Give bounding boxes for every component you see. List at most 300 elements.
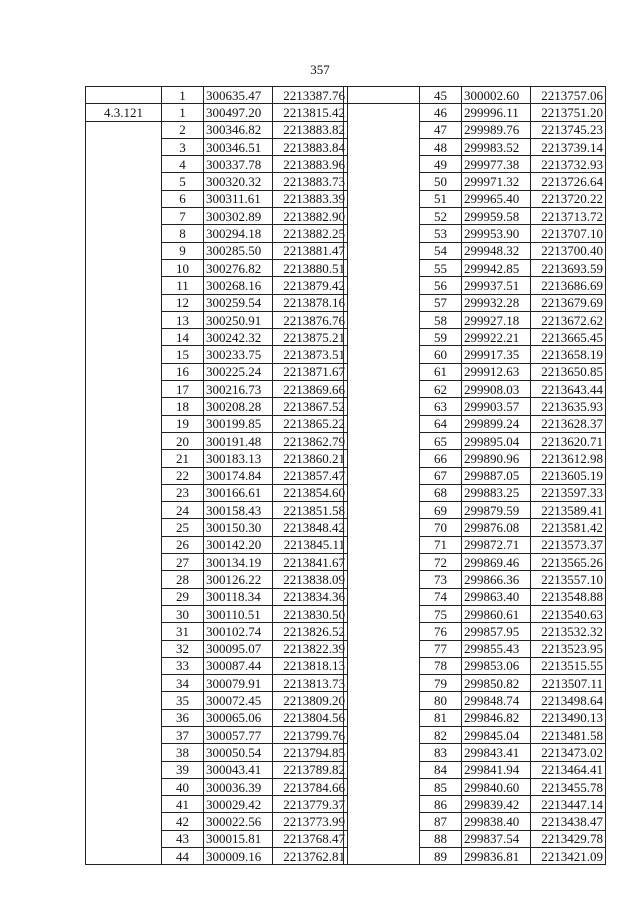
y-coordinate-cell: 2213726.64	[531, 173, 606, 190]
table-row	[344, 190, 606, 207]
y-coordinate-cell: 2213679.69	[531, 294, 606, 311]
point-number-cell: 72	[420, 554, 462, 571]
section-cell	[344, 657, 420, 674]
x-coordinate-cell: 300072.45	[204, 692, 273, 709]
x-coordinate-cell: 299937.51	[462, 277, 531, 294]
y-coordinate-cell: 2213548.88	[531, 588, 606, 605]
table-row	[86, 311, 348, 328]
point-number-cell: 37	[162, 726, 204, 743]
table-row	[86, 363, 348, 380]
x-coordinate-cell: 300134.19	[204, 554, 273, 571]
section-cell	[344, 848, 420, 865]
x-coordinate-cell: 299887.05	[462, 467, 531, 484]
y-coordinate-cell: 2213854.60	[273, 484, 348, 501]
point-number-cell: 69	[420, 502, 462, 519]
table-row	[86, 675, 348, 692]
section-cell	[86, 242, 162, 259]
section-cell	[86, 294, 162, 311]
x-coordinate-cell: 299959.58	[462, 208, 531, 225]
section-cell	[344, 190, 420, 207]
y-coordinate-cell: 2213813.73	[273, 675, 348, 692]
section-cell	[86, 502, 162, 519]
y-coordinate-cell: 2213883.96	[273, 156, 348, 173]
section-cell	[86, 536, 162, 553]
x-coordinate-cell: 299977.38	[462, 156, 531, 173]
table-row	[86, 277, 348, 294]
y-coordinate-cell: 2213876.76	[273, 311, 348, 328]
section-cell	[344, 398, 420, 415]
point-number-cell: 2	[162, 121, 204, 138]
point-number-cell: 14	[162, 329, 204, 346]
point-number-cell: 60	[420, 346, 462, 363]
section-cell	[344, 259, 420, 276]
point-number-cell: 86	[420, 796, 462, 813]
y-coordinate-cell: 2213481.58	[531, 726, 606, 743]
y-coordinate-cell: 2213498.64	[531, 692, 606, 709]
section-cell	[86, 830, 162, 847]
x-coordinate-cell: 299866.36	[462, 571, 531, 588]
x-coordinate-cell: 300050.54	[204, 744, 273, 761]
x-coordinate-cell: 299855.43	[462, 640, 531, 657]
y-coordinate-cell: 2213589.41	[531, 502, 606, 519]
y-coordinate-cell: 2213745.23	[531, 121, 606, 138]
point-number-cell: 61	[420, 363, 462, 380]
x-coordinate-cell: 300311.61	[204, 190, 273, 207]
x-coordinate-cell: 299948.32	[462, 242, 531, 259]
table-row	[86, 502, 348, 519]
section-cell	[344, 830, 420, 847]
y-coordinate-cell: 2213881.47	[273, 242, 348, 259]
table-row	[344, 450, 606, 467]
table-row	[344, 294, 606, 311]
x-coordinate-cell: 300087.44	[204, 657, 273, 674]
x-coordinate-cell: 300126.22	[204, 571, 273, 588]
section-cell	[344, 363, 420, 380]
y-coordinate-cell: 2213557.10	[531, 571, 606, 588]
x-coordinate-cell: 300110.51	[204, 605, 273, 622]
x-coordinate-cell: 299863.40	[462, 588, 531, 605]
section-cell	[86, 363, 162, 380]
point-number-cell: 68	[420, 484, 462, 501]
x-coordinate-cell: 299908.03	[462, 381, 531, 398]
y-coordinate-cell: 2213794.85	[273, 744, 348, 761]
y-coordinate-cell: 2213672.62	[531, 311, 606, 328]
x-coordinate-cell: 299996.11	[462, 104, 531, 121]
y-coordinate-cell: 2213865.22	[273, 415, 348, 432]
point-number-cell: 33	[162, 657, 204, 674]
point-number-cell: 20	[162, 432, 204, 449]
point-number-cell: 78	[420, 657, 462, 674]
y-coordinate-cell: 2213421.09	[531, 848, 606, 865]
section-cell	[344, 536, 420, 553]
y-coordinate-cell: 2213779.37	[273, 796, 348, 813]
x-coordinate-cell: 299942.85	[462, 259, 531, 276]
y-coordinate-cell: 2213773.99	[273, 813, 348, 830]
y-coordinate-cell: 2213523.95	[531, 640, 606, 657]
point-number-cell: 31	[162, 623, 204, 640]
point-number-cell: 17	[162, 381, 204, 398]
x-coordinate-cell: 299837.54	[462, 830, 531, 847]
point-number-cell: 38	[162, 744, 204, 761]
table-row	[86, 484, 348, 501]
y-coordinate-cell: 2213845.11	[273, 536, 348, 553]
table-row	[344, 208, 606, 225]
y-coordinate-cell: 2213473.02	[531, 744, 606, 761]
point-number-cell: 71	[420, 536, 462, 553]
point-number-cell: 49	[420, 156, 462, 173]
x-coordinate-cell: 300150.30	[204, 519, 273, 536]
section-cell	[86, 588, 162, 605]
section-cell	[86, 190, 162, 207]
section-cell	[86, 432, 162, 449]
section-cell	[344, 104, 420, 121]
x-coordinate-cell: 300022.56	[204, 813, 273, 830]
table-row	[344, 536, 606, 553]
section-cell	[344, 502, 420, 519]
point-number-cell: 6	[162, 190, 204, 207]
section-cell	[344, 640, 420, 657]
y-coordinate-cell: 2213809.20	[273, 692, 348, 709]
point-number-cell: 35	[162, 692, 204, 709]
y-coordinate-cell: 2213707.10	[531, 225, 606, 242]
table-row	[86, 536, 348, 553]
x-coordinate-cell: 300036.39	[204, 778, 273, 795]
table-row	[344, 432, 606, 449]
table-row	[344, 588, 606, 605]
table-row	[86, 432, 348, 449]
point-number-cell: 23	[162, 484, 204, 501]
x-coordinate-cell: 299927.18	[462, 311, 531, 328]
x-coordinate-cell: 300166.61	[204, 484, 273, 501]
point-number-cell: 79	[420, 675, 462, 692]
section-cell	[86, 605, 162, 622]
point-number-cell: 4	[162, 156, 204, 173]
table-row	[344, 726, 606, 743]
x-coordinate-cell: 300346.82	[204, 121, 273, 138]
section-cell	[344, 277, 420, 294]
table-row	[86, 104, 348, 121]
section-cell	[344, 346, 420, 363]
section-cell	[86, 467, 162, 484]
table-row	[86, 709, 348, 726]
point-number-cell: 66	[420, 450, 462, 467]
y-coordinate-cell: 2213804.56	[273, 709, 348, 726]
point-number-cell: 41	[162, 796, 204, 813]
table-row	[86, 208, 348, 225]
point-number-cell: 43	[162, 830, 204, 847]
y-coordinate-cell: 2213620.71	[531, 432, 606, 449]
x-coordinate-cell: 299903.57	[462, 398, 531, 415]
x-coordinate-cell: 299872.71	[462, 536, 531, 553]
section-cell	[344, 225, 420, 242]
table-row	[86, 450, 348, 467]
y-coordinate-cell: 2213848.42	[273, 519, 348, 536]
x-coordinate-cell: 300057.77	[204, 726, 273, 743]
x-coordinate-cell: 299899.24	[462, 415, 531, 432]
point-number-cell: 27	[162, 554, 204, 571]
point-number-cell: 22	[162, 467, 204, 484]
section-cell	[86, 554, 162, 571]
y-coordinate-cell: 2213455.78	[531, 778, 606, 795]
table-row	[344, 554, 606, 571]
point-number-cell: 52	[420, 208, 462, 225]
table-row	[86, 726, 348, 743]
y-coordinate-cell: 2213464.41	[531, 761, 606, 778]
table-row	[344, 761, 606, 778]
point-number-cell: 70	[420, 519, 462, 536]
point-number-cell: 19	[162, 415, 204, 432]
point-number-cell: 63	[420, 398, 462, 415]
x-coordinate-cell: 300302.89	[204, 208, 273, 225]
point-number-cell: 21	[162, 450, 204, 467]
table-row	[86, 259, 348, 276]
point-number-cell: 1	[162, 104, 204, 121]
point-number-cell: 15	[162, 346, 204, 363]
table-row	[86, 467, 348, 484]
table-row	[86, 121, 348, 138]
point-number-cell: 67	[420, 467, 462, 484]
x-coordinate-cell: 300285.50	[204, 242, 273, 259]
point-number-cell: 44	[162, 848, 204, 865]
y-coordinate-cell: 2213799.76	[273, 726, 348, 743]
section-cell	[86, 450, 162, 467]
point-number-cell: 75	[420, 605, 462, 622]
table-row	[344, 692, 606, 709]
table-row	[344, 502, 606, 519]
table-row	[344, 242, 606, 259]
x-coordinate-cell: 299841.94	[462, 761, 531, 778]
x-coordinate-cell: 299853.06	[462, 657, 531, 674]
y-coordinate-cell: 2213841.67	[273, 554, 348, 571]
table-row	[86, 294, 348, 311]
x-coordinate-cell: 300346.51	[204, 138, 273, 155]
table-row	[344, 813, 606, 830]
section-cell	[344, 173, 420, 190]
point-number-cell: 16	[162, 363, 204, 380]
section-cell	[344, 692, 420, 709]
table-row	[344, 467, 606, 484]
section-cell	[86, 381, 162, 398]
y-coordinate-cell: 2213762.81	[273, 848, 348, 865]
point-number-cell: 76	[420, 623, 462, 640]
section-cell	[344, 726, 420, 743]
section-cell	[86, 657, 162, 674]
section-cell	[86, 329, 162, 346]
table-row	[344, 225, 606, 242]
section-cell	[344, 208, 420, 225]
point-number-cell: 32	[162, 640, 204, 657]
section-cell	[344, 432, 420, 449]
section-cell	[86, 761, 162, 778]
x-coordinate-cell: 300208.28	[204, 398, 273, 415]
section-cell	[86, 519, 162, 536]
y-coordinate-cell: 2213643.44	[531, 381, 606, 398]
point-number-cell: 80	[420, 692, 462, 709]
section-cell	[344, 311, 420, 328]
table-row	[344, 796, 606, 813]
coordinates-table-left	[85, 86, 348, 865]
table-row	[86, 398, 348, 415]
point-number-cell: 81	[420, 709, 462, 726]
y-coordinate-cell: 2213818.13	[273, 657, 348, 674]
y-coordinate-cell: 2213878.16	[273, 294, 348, 311]
section-cell	[86, 173, 162, 190]
y-coordinate-cell: 2213860.21	[273, 450, 348, 467]
section-cell	[86, 277, 162, 294]
x-coordinate-cell: 299846.82	[462, 709, 531, 726]
x-coordinate-cell: 299953.90	[462, 225, 531, 242]
point-number-cell: 88	[420, 830, 462, 847]
y-coordinate-cell: 2213883.73	[273, 173, 348, 190]
x-coordinate-cell: 300002.60	[462, 87, 531, 104]
point-number-cell: 8	[162, 225, 204, 242]
table-row	[86, 554, 348, 571]
y-coordinate-cell: 2213857.47	[273, 467, 348, 484]
x-coordinate-cell: 299876.08	[462, 519, 531, 536]
y-coordinate-cell: 2213720.22	[531, 190, 606, 207]
point-number-cell: 53	[420, 225, 462, 242]
y-coordinate-cell: 2213871.67	[273, 363, 348, 380]
table-row	[344, 571, 606, 588]
section-cell	[86, 87, 162, 104]
y-coordinate-cell: 2213732.93	[531, 156, 606, 173]
y-coordinate-cell: 2213490.13	[531, 709, 606, 726]
y-coordinate-cell: 2213686.69	[531, 277, 606, 294]
point-number-cell: 46	[420, 104, 462, 121]
point-number-cell: 48	[420, 138, 462, 155]
x-coordinate-cell: 300029.42	[204, 796, 273, 813]
point-number-cell: 58	[420, 311, 462, 328]
section-cell	[344, 329, 420, 346]
y-coordinate-cell: 2213834.36	[273, 588, 348, 605]
section-cell	[86, 813, 162, 830]
y-coordinate-cell: 2213882.25	[273, 225, 348, 242]
y-coordinate-cell: 2213581.42	[531, 519, 606, 536]
x-coordinate-cell: 300294.18	[204, 225, 273, 242]
table-row	[344, 398, 606, 415]
x-coordinate-cell: 300095.07	[204, 640, 273, 657]
table-row	[86, 692, 348, 709]
x-coordinate-cell: 299860.61	[462, 605, 531, 622]
section-cell	[86, 709, 162, 726]
page-number: 357	[310, 62, 330, 77]
y-coordinate-cell: 2213739.14	[531, 138, 606, 155]
y-coordinate-cell: 2213822.39	[273, 640, 348, 657]
section-cell	[344, 381, 420, 398]
section-cell	[86, 156, 162, 173]
y-coordinate-cell: 2213883.82	[273, 121, 348, 138]
section-cell	[86, 259, 162, 276]
x-coordinate-cell: 300233.75	[204, 346, 273, 363]
point-number-cell: 18	[162, 398, 204, 415]
x-coordinate-cell: 300158.43	[204, 502, 273, 519]
x-coordinate-cell: 299890.96	[462, 450, 531, 467]
table-row	[86, 571, 348, 588]
table-row	[344, 173, 606, 190]
x-coordinate-cell: 300635.47	[204, 87, 273, 104]
x-coordinate-cell: 300259.54	[204, 294, 273, 311]
point-number-cell: 50	[420, 173, 462, 190]
point-number-cell: 1	[162, 87, 204, 104]
section-cell	[344, 450, 420, 467]
table-row	[86, 415, 348, 432]
point-number-cell: 10	[162, 259, 204, 276]
y-coordinate-cell: 2213540.63	[531, 605, 606, 622]
table-row	[344, 277, 606, 294]
y-coordinate-cell: 2213873.51	[273, 346, 348, 363]
table-row	[86, 640, 348, 657]
table-row	[344, 156, 606, 173]
point-number-cell: 29	[162, 588, 204, 605]
point-number-cell: 83	[420, 744, 462, 761]
table-row	[344, 778, 606, 795]
x-coordinate-cell: 300079.91	[204, 675, 273, 692]
table-row	[86, 761, 348, 778]
y-coordinate-cell: 2213826.52	[273, 623, 348, 640]
point-number-cell: 7	[162, 208, 204, 225]
x-coordinate-cell: 299879.59	[462, 502, 531, 519]
point-number-cell: 74	[420, 588, 462, 605]
table-row	[86, 87, 348, 104]
x-coordinate-cell: 300015.81	[204, 830, 273, 847]
table-row	[86, 623, 348, 640]
y-coordinate-cell: 2213830.50	[273, 605, 348, 622]
y-coordinate-cell: 2213862.79	[273, 432, 348, 449]
x-coordinate-cell: 299922.21	[462, 329, 531, 346]
table-row	[344, 311, 606, 328]
y-coordinate-cell: 2213879.42	[273, 277, 348, 294]
y-coordinate-cell: 2213815.42	[273, 104, 348, 121]
section-cell	[86, 346, 162, 363]
x-coordinate-cell: 299932.28	[462, 294, 531, 311]
section-cell	[344, 675, 420, 692]
x-coordinate-cell: 299983.52	[462, 138, 531, 155]
point-number-cell: 42	[162, 813, 204, 830]
x-coordinate-cell: 300191.48	[204, 432, 273, 449]
y-coordinate-cell: 2213693.59	[531, 259, 606, 276]
y-coordinate-cell: 2213883.39	[273, 190, 348, 207]
table-row	[344, 848, 606, 865]
x-coordinate-cell: 300142.20	[204, 536, 273, 553]
point-number-cell: 89	[420, 848, 462, 865]
section-cell	[344, 484, 420, 501]
section-cell	[344, 813, 420, 830]
y-coordinate-cell: 2213875.21	[273, 329, 348, 346]
x-coordinate-cell: 300065.06	[204, 709, 273, 726]
section-cell	[344, 467, 420, 484]
point-number-cell: 84	[420, 761, 462, 778]
point-number-cell: 47	[420, 121, 462, 138]
x-coordinate-cell: 299848.74	[462, 692, 531, 709]
section-cell	[86, 744, 162, 761]
section-cell	[86, 675, 162, 692]
point-number-cell: 73	[420, 571, 462, 588]
point-number-cell: 55	[420, 259, 462, 276]
section-cell	[86, 415, 162, 432]
table-row	[86, 588, 348, 605]
x-coordinate-cell: 300118.34	[204, 588, 273, 605]
y-coordinate-cell: 2213751.20	[531, 104, 606, 121]
point-number-cell: 64	[420, 415, 462, 432]
x-coordinate-cell: 299895.04	[462, 432, 531, 449]
x-coordinate-cell: 300183.13	[204, 450, 273, 467]
table-row	[344, 830, 606, 847]
section-cell	[344, 709, 420, 726]
table-row	[344, 381, 606, 398]
table-row	[344, 363, 606, 380]
table-row	[86, 848, 348, 865]
section-cell	[86, 398, 162, 415]
